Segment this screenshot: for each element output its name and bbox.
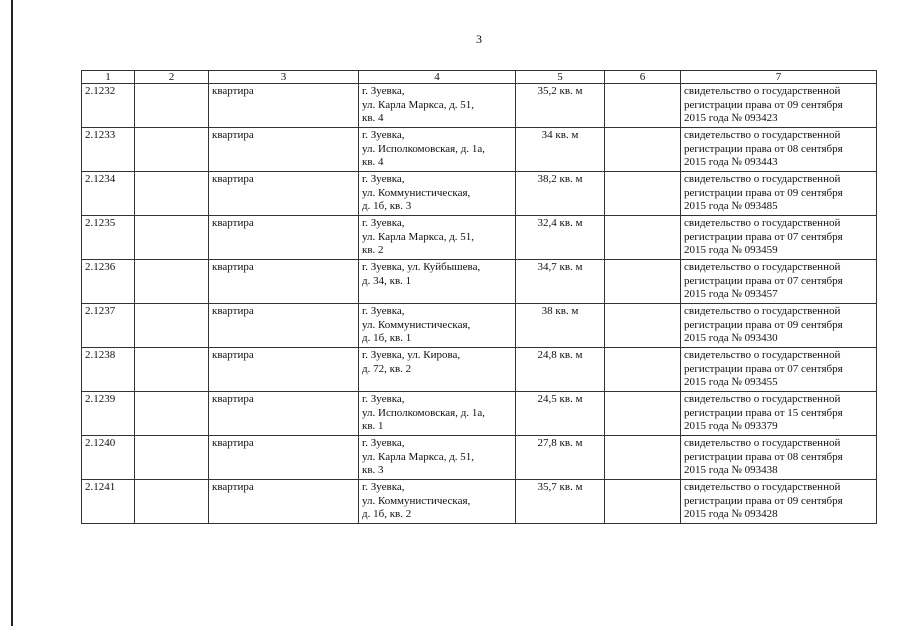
row-col2 <box>135 392 209 436</box>
column-header-4: 4 <box>359 71 516 84</box>
column-header-7: 7 <box>681 71 877 84</box>
table-row <box>82 172 877 216</box>
column-header-2: 2 <box>135 71 209 84</box>
property-area: 35,2 кв. м <box>516 84 605 128</box>
table-header <box>82 71 877 84</box>
property-register-table <box>81 70 877 524</box>
registration-certificate: свидетельство о государственной регистрации права от 08 сентября 2015 года № 093443 <box>681 128 877 172</box>
registration-certificate: свидетельство о государственной регистрации права от 07 сентября 2015 года № 093457 <box>681 260 877 304</box>
header-row <box>82 71 877 84</box>
property-address: г. Зуевка, ул. Исполкомовская, д. 1а, кв. 4 <box>359 128 516 172</box>
property-area: 27,8 кв. м <box>516 436 605 480</box>
property-type: квартира <box>209 260 359 304</box>
table-row <box>82 216 877 260</box>
property-address: г. Зуевка, ул. Исполкомовская, д. 1а, кв. 1 <box>359 392 516 436</box>
registration-certificate: свидетельство о государственной регистрации права от 09 сентября 2015 года № 093485 <box>681 172 877 216</box>
row-col6 <box>605 348 681 392</box>
table-row <box>82 304 877 348</box>
row-col6 <box>605 480 681 524</box>
page-number: 3 <box>476 32 482 46</box>
row-number: 2.1232 <box>82 84 135 128</box>
table-row <box>82 128 877 172</box>
row-col6 <box>605 128 681 172</box>
property-type: квартира <box>209 172 359 216</box>
row-col6 <box>605 172 681 216</box>
property-area: 24,8 кв. м <box>516 348 605 392</box>
row-col2 <box>135 172 209 216</box>
table-row <box>82 436 877 480</box>
row-col2 <box>135 304 209 348</box>
table-body <box>82 84 877 524</box>
property-address: г. Зуевка, ул. Коммунистическая, д. 1б, кв. 1 <box>359 304 516 348</box>
property-type: квартира <box>209 348 359 392</box>
property-type: квартира <box>209 436 359 480</box>
table-row <box>82 84 877 128</box>
table-row <box>82 260 877 304</box>
row-col2 <box>135 436 209 480</box>
row-col6 <box>605 260 681 304</box>
property-area: 34 кв. м <box>516 128 605 172</box>
property-area: 35,7 кв. м <box>516 480 605 524</box>
registration-certificate: свидетельство о государственной регистрации права от 08 сентября 2015 года № 093438 <box>681 436 877 480</box>
row-col2 <box>135 260 209 304</box>
property-address: г. Зуевка, ул. Карла Маркса, д. 51, кв. 3 <box>359 436 516 480</box>
column-header-1: 1 <box>82 71 135 84</box>
property-address: г. Зуевка, ул. Карла Маркса, д. 51, кв. 2 <box>359 216 516 260</box>
scan-edge-line <box>11 0 13 626</box>
table-row <box>82 392 877 436</box>
property-address: г. Зуевка, ул. Коммунистическая, д. 1б, кв. 3 <box>359 172 516 216</box>
row-number: 2.1237 <box>82 304 135 348</box>
property-type: квартира <box>209 128 359 172</box>
row-number: 2.1238 <box>82 348 135 392</box>
registration-certificate: свидетельство о государственной регистрации права от 09 сентября 2015 года № 093428 <box>681 480 877 524</box>
property-type: квартира <box>209 216 359 260</box>
row-col2 <box>135 216 209 260</box>
registration-certificate: свидетельство о государственной регистрации права от 09 сентября 2015 года № 093423 <box>681 84 877 128</box>
row-number: 2.1235 <box>82 216 135 260</box>
property-address: г. Зуевка, ул. Куйбышева, д. 34, кв. 1 <box>359 260 516 304</box>
property-area: 32,4 кв. м <box>516 216 605 260</box>
row-col6 <box>605 392 681 436</box>
property-type: квартира <box>209 392 359 436</box>
table-row <box>82 480 877 524</box>
table-row <box>82 348 877 392</box>
property-type: квартира <box>209 84 359 128</box>
row-col2 <box>135 348 209 392</box>
row-col2 <box>135 128 209 172</box>
property-area: 38 кв. м <box>516 304 605 348</box>
registration-certificate: свидетельство о государственной регистрации права от 09 сентября 2015 года № 093430 <box>681 304 877 348</box>
property-address: г. Зуевка, ул. Карла Маркса, д. 51, кв. 4 <box>359 84 516 128</box>
property-type: квартира <box>209 480 359 524</box>
property-area: 24,5 кв. м <box>516 392 605 436</box>
property-type: квартира <box>209 304 359 348</box>
property-address: г. Зуевка, ул. Коммунистическая, д. 1б, кв. 2 <box>359 480 516 524</box>
registration-certificate: свидетельство о государственной регистрации права от 15 сентября 2015 года № 093379 <box>681 392 877 436</box>
row-col6 <box>605 216 681 260</box>
property-address: г. Зуевка, ул. Кирова, д. 72, кв. 2 <box>359 348 516 392</box>
row-col6 <box>605 436 681 480</box>
row-col6 <box>605 304 681 348</box>
row-col2 <box>135 480 209 524</box>
registration-certificate: свидетельство о государственной регистрации права от 07 сентября 2015 года № 093459 <box>681 216 877 260</box>
row-number: 2.1241 <box>82 480 135 524</box>
row-number: 2.1234 <box>82 172 135 216</box>
registration-certificate: свидетельство о государственной регистрации права от 07 сентября 2015 года № 093455 <box>681 348 877 392</box>
row-number: 2.1236 <box>82 260 135 304</box>
row-number: 2.1239 <box>82 392 135 436</box>
row-col6 <box>605 84 681 128</box>
column-header-5: 5 <box>516 71 605 84</box>
column-header-3: 3 <box>209 71 359 84</box>
row-number: 2.1233 <box>82 128 135 172</box>
property-area: 38,2 кв. м <box>516 172 605 216</box>
property-area: 34,7 кв. м <box>516 260 605 304</box>
row-number: 2.1240 <box>82 436 135 480</box>
column-header-6: 6 <box>605 71 681 84</box>
row-col2 <box>135 84 209 128</box>
